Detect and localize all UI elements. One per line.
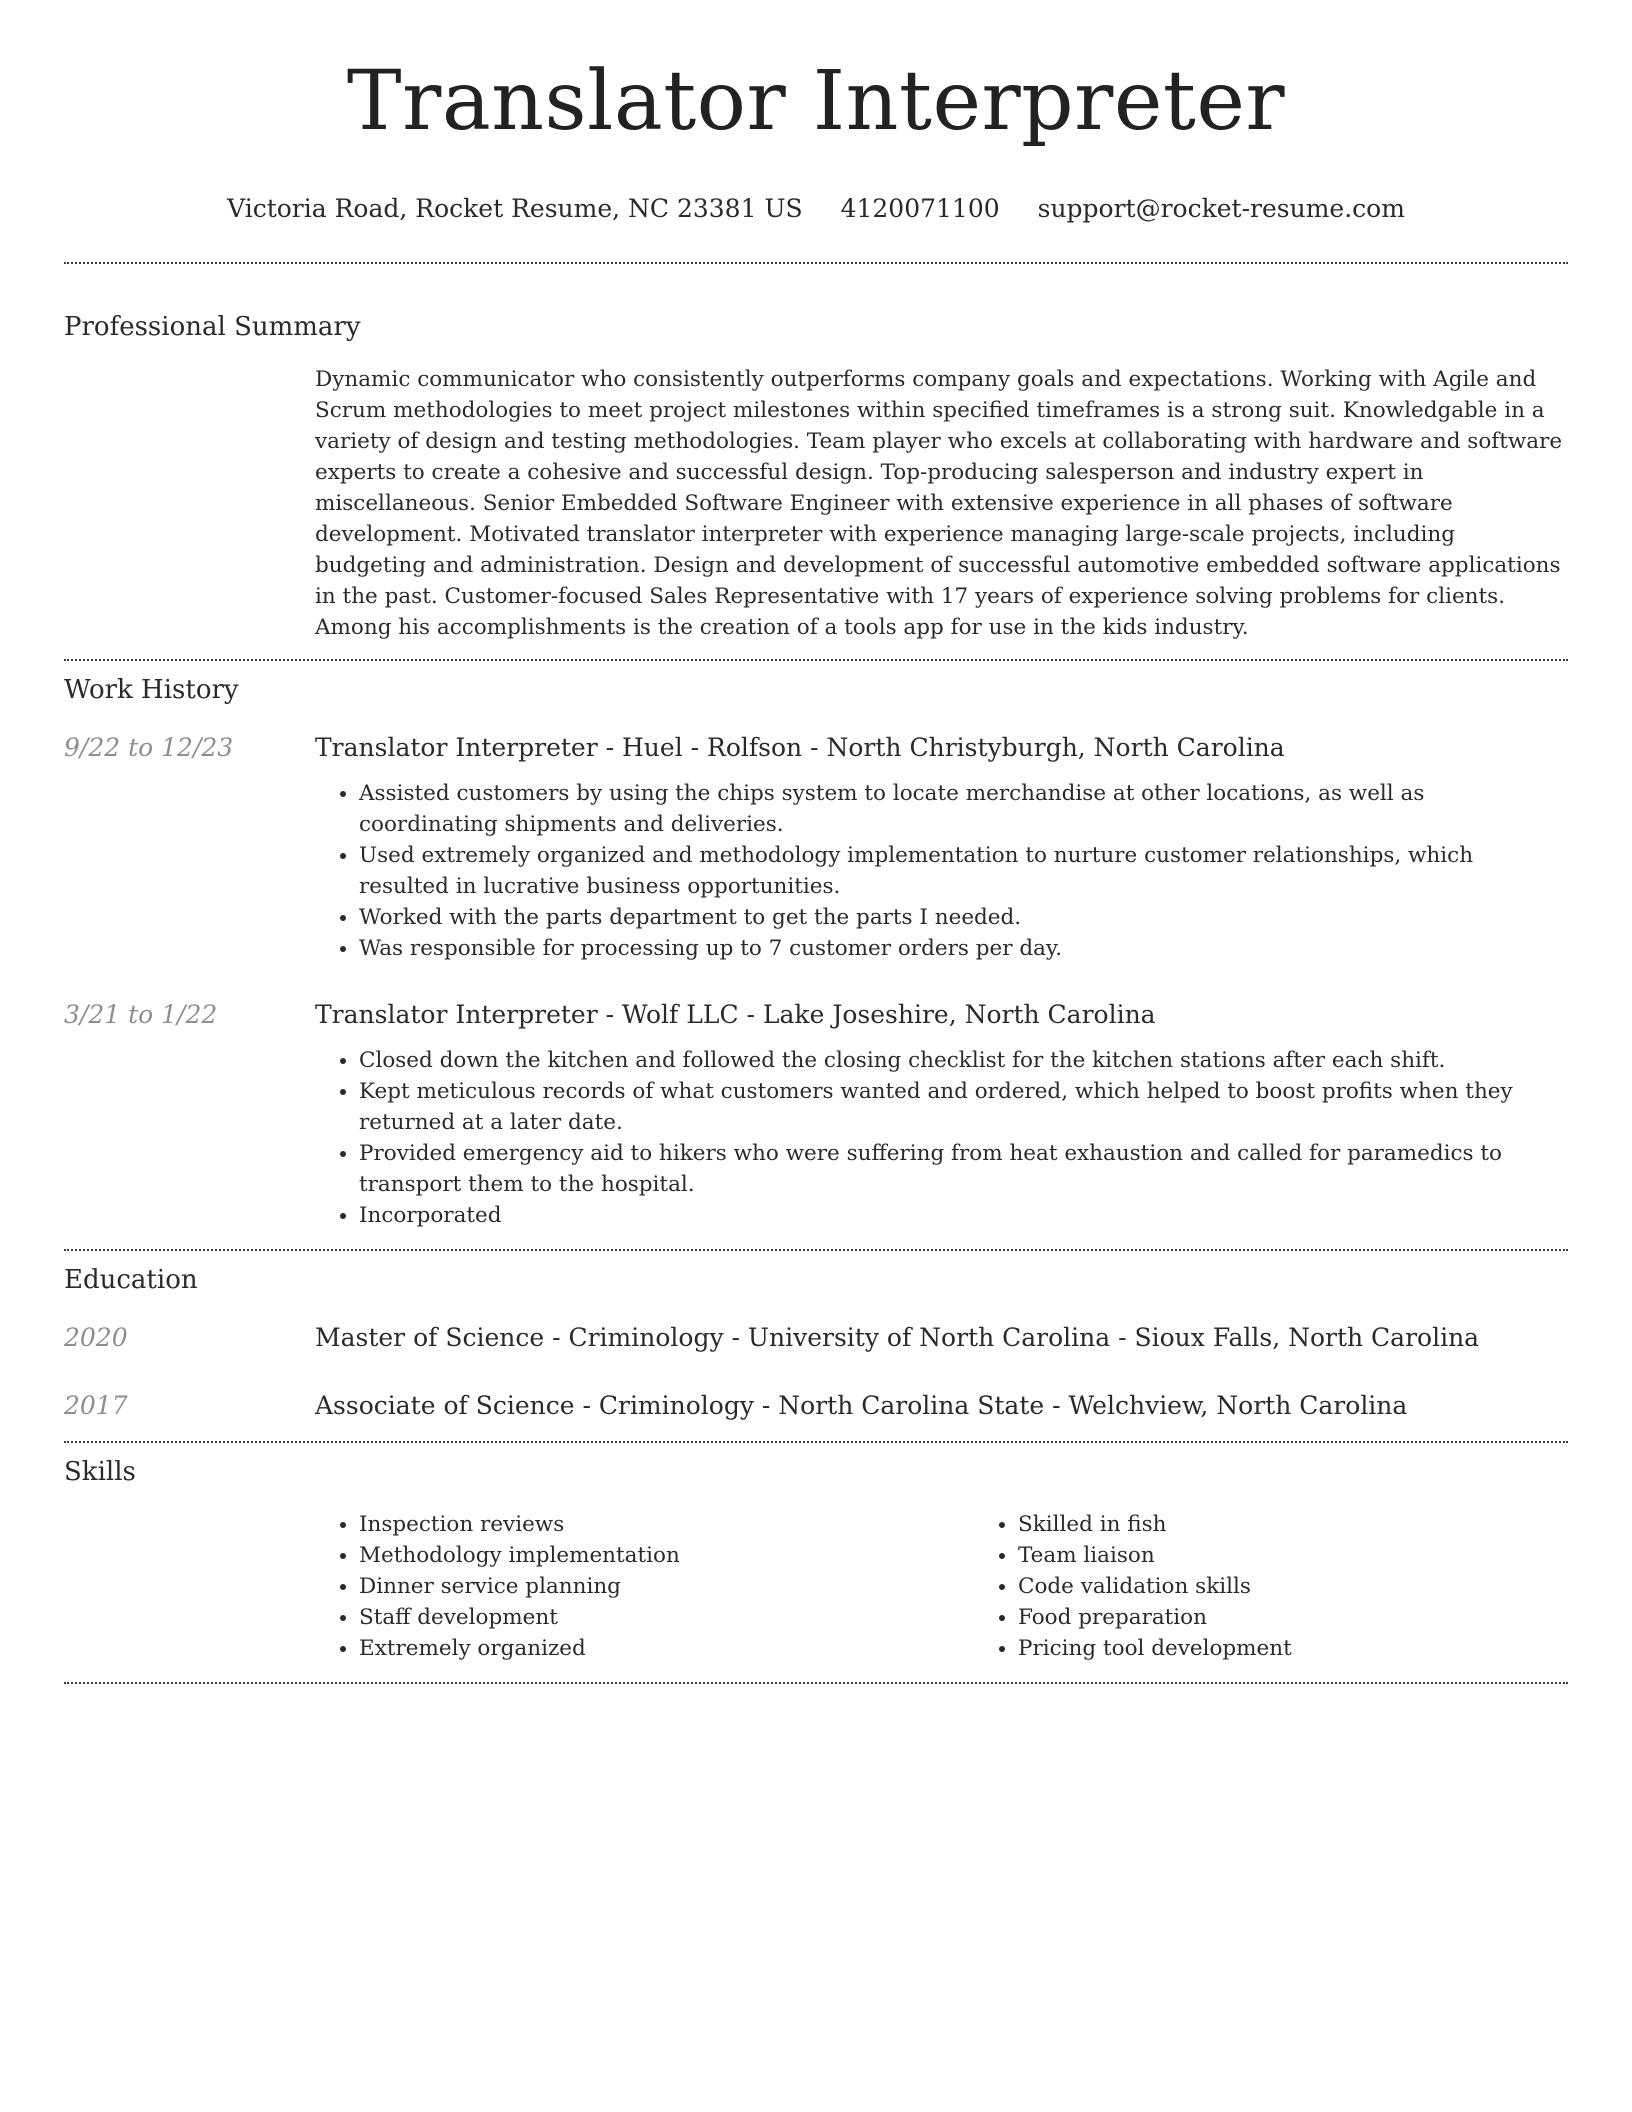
divider: [64, 262, 1568, 264]
list-item: • Incorporated: [359, 1200, 1568, 1231]
divider: [64, 1682, 1568, 1684]
list-item: • Assisted customers by using the chips system to locate merchandise at other locations, as well as coordinating shipments and deliveries.: [359, 778, 1568, 840]
education-degree: Master of Science - Criminology - University of North Carolina - Sioux Falls, North Carolina: [315, 1323, 1480, 1352]
education-degree: Associate of Science - Criminology - North Carolina State - Welchview, North Carolina: [315, 1391, 1408, 1420]
resume-name: Translator Interpreter: [346, 54, 1286, 149]
section-title-summary: Professional Summary: [64, 312, 361, 342]
list-item: • Was responsible for processing up to 7 customer orders per day.: [359, 933, 1568, 964]
list-item: • Dinner service planning: [359, 1571, 974, 1602]
education-year: 2020: [64, 1323, 128, 1352]
education-entry: [64, 1321, 1568, 1355]
list-item: • Methodology implementation: [359, 1540, 974, 1571]
list-item: • Team liaison: [1018, 1540, 1632, 1571]
job-bullets: [315, 1045, 1568, 1231]
job-dates: 3/21 to 1/22: [64, 1000, 218, 1029]
job-title: Translator Interpreter - Wolf LLC - Lake Joseshire, North Carolina: [315, 1000, 1156, 1029]
job-entry: [64, 731, 1568, 964]
list-item: • Used extremely organized and methodology implementation to nurture customer relationships, which resulted in lucrative business opportunities.: [359, 840, 1568, 902]
divider: [64, 659, 1568, 661]
job-entry: [64, 998, 1568, 1231]
contact-line: [64, 192, 1568, 226]
list-item: • Pricing tool development: [1018, 1633, 1632, 1664]
job-dates: 9/22 to 12/23: [64, 733, 234, 762]
contact-phone: 4120071100: [840, 194, 1000, 223]
list-item: • Food preparation: [1018, 1602, 1632, 1633]
list-item: • Closed down the kitchen and followed the closing checklist for the kitchen stations after each shift.: [359, 1045, 1568, 1076]
job-bullets: [315, 778, 1568, 964]
education-entry: [64, 1389, 1568, 1423]
divider: [64, 1249, 1568, 1251]
skills-list-left: [315, 1509, 974, 1664]
divider: [64, 1441, 1568, 1443]
section-title-education: Education: [64, 1265, 198, 1295]
list-item: • Extremely organized: [359, 1633, 974, 1664]
work-history-section: [64, 673, 1568, 1231]
education-year: 2017: [64, 1391, 128, 1420]
list-item: • Code validation skills: [1018, 1571, 1632, 1602]
list-item: • Worked with the parts department to get the parts I needed.: [359, 902, 1568, 933]
education-section: [64, 1263, 1568, 1423]
contact-address: Victoria Road, Rocket Resume, NC 23381 US: [227, 194, 803, 223]
summary-section: [64, 310, 1568, 643]
list-item: • Skilled in fish: [1018, 1509, 1632, 1540]
list-item: • Kept meticulous records of what customers wanted and ordered, which helped to boost profits when they returned at a later date.: [359, 1076, 1568, 1138]
list-item: • Inspection reviews: [359, 1509, 974, 1540]
list-item: • Staff development: [359, 1602, 974, 1633]
list-item: • Provided emergency aid to hikers who were suffering from heat exhaustion and called for paramedics to transport them to the hospital.: [359, 1138, 1568, 1200]
job-title: Translator Interpreter - Huel - Rolfson - North Christyburgh, North Carolina: [315, 733, 1285, 762]
skills-section: [64, 1455, 1568, 1664]
contact-email: support@rocket-resume.com: [1037, 194, 1405, 223]
skills-list-right: [974, 1509, 1632, 1664]
section-title-work: Work History: [64, 675, 239, 705]
section-title-skills: Skills: [64, 1457, 136, 1487]
summary-text: Dynamic communicator who consistently outperforms company goals and expectations. Working with Agile and Scrum methodologies to meet project milestones within specified timeframes is a strong suit. Knowledgable in a variety of design and testing methodologies. Team player who excels at collaborating with hardware and software experts to create a cohesive and successful design. Top-producing salesperson and industry expert in miscellaneous. Senior Embedded Software Engineer with extensive experience in all phases of software development. Motivated translator interpreter with experience managing large-scale projects, including budgeting and administration. Design and development of successful automotive embedded software applications in the past. Customer-focused Sales Representative with 17 years of experience solving problems for clients. Among his accomplishments is the creation of a tools app for use in the kids industry.: [315, 367, 1563, 640]
